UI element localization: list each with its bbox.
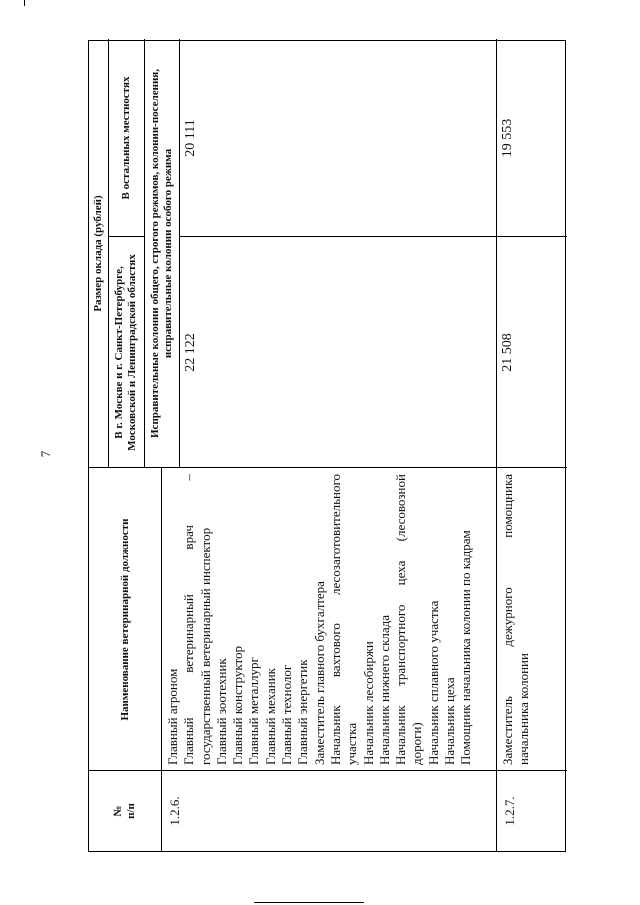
position-name: Начальник вахтового лесозаготовительного <box>327 474 343 765</box>
position-name: дороги) <box>409 722 425 765</box>
position-name: Начальник транспортного цеха (лесовозной <box>393 474 409 765</box>
position-name: Заместитель дежурного помощника <box>500 474 515 765</box>
position-name: Начальник цеха <box>442 677 458 765</box>
position-name: участка <box>344 722 360 765</box>
position-name: Главный агроном <box>165 668 180 765</box>
position-name: Главный зоотехник <box>213 658 229 765</box>
position-list <box>161 468 496 771</box>
position-list <box>496 468 567 771</box>
position-name: Начальник нижнего склада <box>376 614 392 765</box>
scan-mark <box>24 0 25 6</box>
position-name: Главный энергетик <box>295 659 311 765</box>
row-number: 1.2.6. <box>167 796 182 826</box>
position-name: Главный конструктор <box>230 645 246 765</box>
position-name: Главный металлург <box>246 657 262 765</box>
rotated-page-content <box>88 40 568 852</box>
scan-mark <box>254 902 364 903</box>
header-number: № п/п <box>112 803 137 819</box>
position-name: Помощник начальника колонии по кадрам <box>458 530 474 765</box>
position-name: государственный ветеринарный инспектор <box>197 527 213 765</box>
header-colony-types: Исправительные колонии общего, строгого режимов, колонии-поселения, исправительные колонии особого режима <box>148 69 174 438</box>
header-moscow-spb: В г. Москве и г. Санкт-Петербурге, Московской и Ленинградской областях <box>113 254 138 451</box>
salary-moscow: 21 508 <box>500 333 515 372</box>
page-number: 7 <box>38 450 53 458</box>
salary-other: 20 111 <box>183 119 198 157</box>
salary-moscow: 22 122 <box>183 333 198 372</box>
salary-table <box>88 40 566 852</box>
position-name: Главный технолог <box>279 664 295 765</box>
position-name: Главный механик <box>262 668 278 765</box>
position-name: Начальник лесобиржи <box>360 641 376 765</box>
position-name: Главный ветеринарный врач – <box>181 474 197 765</box>
row-number: 1.2.7. <box>502 796 517 826</box>
header-other-regions: В остальных местностях <box>119 76 132 200</box>
position-name: Заместитель главного бухгалтера <box>311 581 327 765</box>
position-name: начальника колонии <box>516 653 532 765</box>
header-position-name: Наименование ветеринарной должности <box>118 518 131 721</box>
salary-other: 19 553 <box>500 118 515 158</box>
position-name: Начальник сплавного участка <box>425 600 441 765</box>
header-salary-size: Размер оклада (рублей) <box>92 195 104 312</box>
